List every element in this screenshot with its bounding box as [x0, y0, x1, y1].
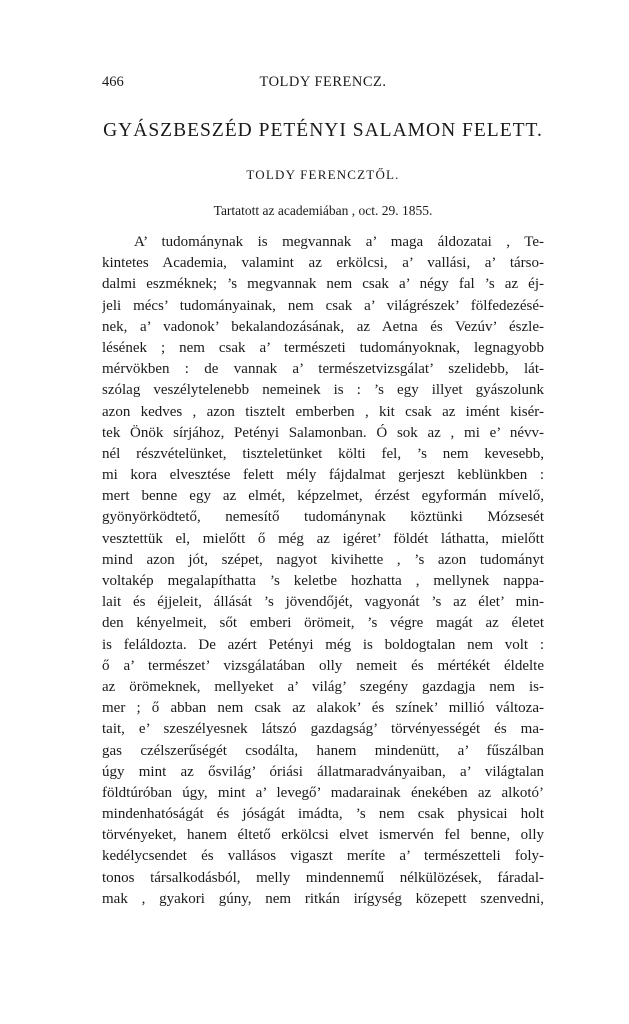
body-line: az örömeknek, mellyeket a’ világ’ szegény gazdagja nem is- [102, 678, 544, 695]
body-line: nél részvételünket, tiszteletünket költi fel, ’s nem kevesebb, [102, 445, 544, 462]
article-title: GYÁSZBESZÉD PETÉNYI SALAMON FELETT. [103, 120, 543, 141]
body-line: kintetes Academia, valamint az erkölcsi, a’ vallási, a’ társo- [102, 255, 544, 272]
body-line: nek, a’ vadonok’ bekalandozásának, az Aetna és Vezúv’ észle- [102, 318, 544, 335]
body-line: tonos társalkodásból, melly mindennemű nélkülözések, fáradal- [102, 869, 544, 886]
body-line: jeli mécs’ tudományainak, nem csak a’ világrészek’ fölfedezésé- [102, 297, 544, 314]
body-line: mak , gyakori gúny, nem ritkán irígység közepett szenvedni, [102, 890, 544, 907]
body-line: mindenhatóságát és jóságát imádta, ’s nem csak physicai holt [102, 806, 544, 823]
body-line: mi kora elvesztése felett mély fájdalmat gerjeszt keblünkben : [102, 467, 544, 484]
page-number: 466 [102, 74, 124, 90]
body-line: mert benne egy az elmét, képzelmet, érzést egyformán mívelő, [102, 488, 544, 505]
body-line: mind azon jót, szépet, nagyot kivihette , ’s azon tudományt [102, 551, 544, 568]
body-line: den kényelmeit, sőt emberi örömeit, ’s végre magát az életet [102, 615, 544, 632]
article-author: TOLDY FERENCZTŐL. [246, 167, 400, 182]
running-head [102, 74, 544, 94]
body-line: lait és éjjeleit, állását ’s jövendőjét, vagyonát ’s az élet’ min- [102, 594, 544, 611]
body-text [102, 232, 544, 910]
body-line: mer ; ő abban nem csak az alakok’ és színek’ millió változa- [102, 700, 544, 717]
body-line: mérvökben : de vannak a’ természetvizsgálat’ szelidebb, lát- [102, 361, 544, 378]
body-line: A’ tudománynak is megvannak a’ maga áldozatai , Te- [134, 234, 544, 250]
body-line: azon kedves , azon tisztelt emberben , kit csak az imént kisér- [102, 403, 544, 420]
body-line: gas czélszerűségét csodálta, hanem mindenütt, a’ fűszálban [102, 742, 544, 759]
body-line: is feláldozta. De azért Petényi még is boldogtalan nem volt : [102, 636, 544, 653]
body-line: úgy mint az ősvilág’ óriási állatmaradványaiban, a’ világtalan [102, 763, 544, 780]
body-line: dalmi eszméknek; ’s megvannak nem csak a’ négy fal ’s az éj- [102, 276, 544, 293]
body-line: tait, e’ szeszélyesnek látszó gazdagság’ törvényességét és ma- [102, 721, 544, 738]
body-line: gyönyörködtető, nemesítő tudománynak köztünki Mózsesét [102, 509, 544, 526]
body-line: tek Önök sírjához, Petényi Salamonban. Ó sok az , mi e’ névv- [102, 424, 544, 441]
article-dateline: Tartatott az academiában , oct. 29. 1855. [213, 203, 433, 218]
body-line: földtúróban úgy, mint a’ levegő’ madarainak énekében az alkotó’ [102, 784, 544, 801]
body-line: kedélycsendet és vallásos vigaszt meríte a’ természetteli foly- [102, 848, 544, 865]
body-line: voltakép megalapíthatta ’s keletbe hozhatta , mellynek nappa- [102, 573, 544, 589]
body-line: lésének ; nem csak a’ természeti tudományoknak, legnagyobb [102, 339, 544, 356]
body-line: szólag veszélytelenebb nemeinek is : ’s egy illyet gyászolunk [102, 382, 544, 399]
body-line: ő a’ természet’ vizsgálatában olly nemeit és mértékét éldelte [102, 657, 544, 674]
body-line: vesztettük el, mielőtt ő még az igéret’ földét láthatta, mielőtt [102, 530, 544, 547]
body-line: törvényeket, hanem éltető erkölcsi elvet ismervén fel benne, olly [102, 827, 544, 844]
running-title: TOLDY FERENCZ. [259, 74, 387, 90]
